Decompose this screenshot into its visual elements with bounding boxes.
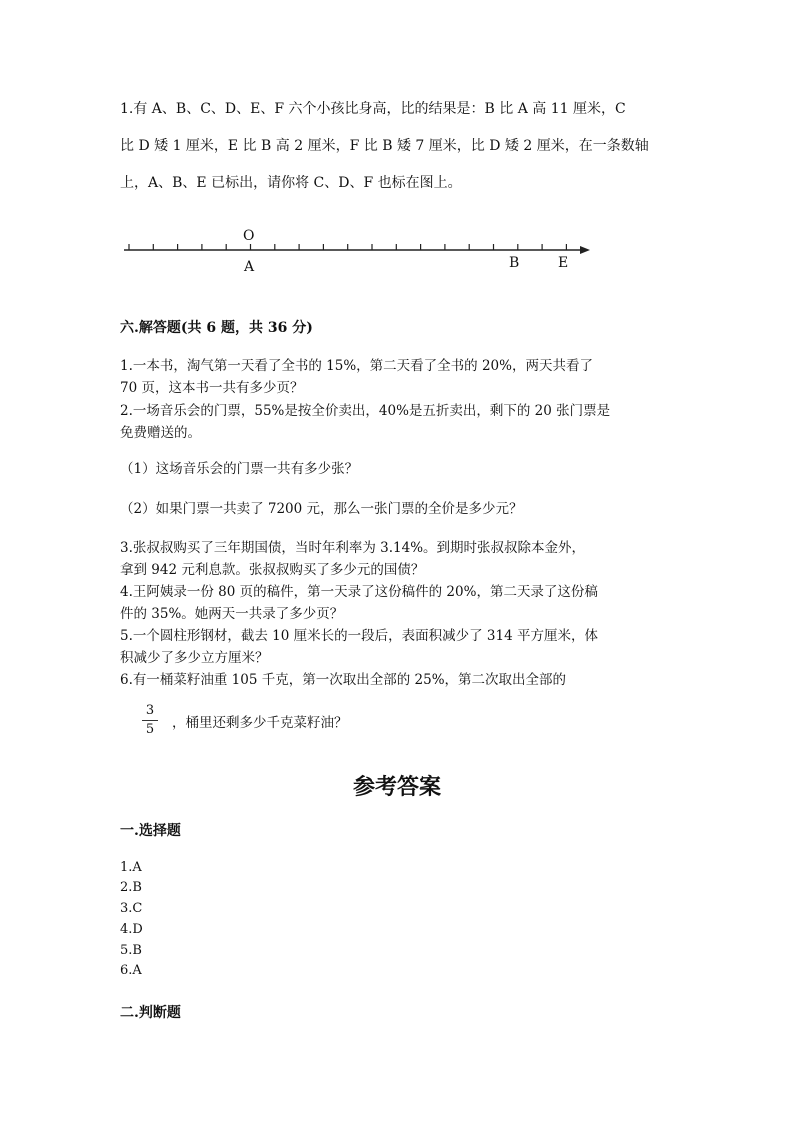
q5-line-1: 5.一个圆柱形钢材，截去 10 厘米长的一段后，表面积减少了 314 平方厘米，体 <box>120 628 598 644</box>
label-b: B <box>509 255 520 271</box>
answer-item: 2.B <box>120 880 142 895</box>
q3-line-2: 拿到 942 元利息款。张叔叔购买了多少元的国债？ <box>120 562 425 578</box>
q2-sub-2: （2）如果门票一共卖了 7200 元，那么一张门票的全价是多少元？ <box>120 501 523 517</box>
answer-item: 5.B <box>120 943 142 958</box>
fraction-denominator: 5 <box>145 722 155 737</box>
arrow-head-icon <box>580 246 590 254</box>
answers-title: 参考答案 <box>352 774 441 800</box>
q4-line-2: 件的 35%。她两天一共录了多少页？ <box>120 606 344 622</box>
fraction-numerator: 3 <box>145 703 155 718</box>
fraction-bar <box>142 720 158 721</box>
problem-line-2: 比 D 矮 1 厘米，E 比 B 高 2 厘米，F 比 B 矮 7 厘米，比 D 矮 2 厘米，在一条数轴 <box>120 138 649 154</box>
answer-item: 3.C <box>120 901 143 916</box>
q2-line-2: 免费赠送的。 <box>120 425 201 441</box>
answer-item: 1.A <box>120 860 142 875</box>
answers-section-2-title: 二.判断题 <box>120 1005 181 1021</box>
q2-line-1: 2.一场音乐会的门票，55%是按全价卖出，40%是五折卖出，剩下的 20 张门票是 <box>120 403 611 419</box>
problem-line-1: 1.有 A、B、C、D、E、F 六个小孩比身高，比的结果是：B 比 A 高 11 厘米，C <box>120 101 626 117</box>
label-e: E <box>558 255 569 271</box>
answers-section-1-title: 一.选择题 <box>120 823 181 839</box>
q6-tail: ，桶里还剩多少千克菜籽油？ <box>172 715 348 731</box>
origin-label: O <box>243 228 255 244</box>
q1-line-1: 1.一本书，淘气第一天看了全书的 15%，第二天看了全书的 20%，两天共看了 <box>120 358 593 374</box>
number-line-ticks <box>129 244 566 250</box>
problem-line-3: 上，A、B、E 已标出，请你将 C、D、F 也标在图上。 <box>120 175 462 191</box>
answer-item: 6.A <box>120 963 142 978</box>
answer-item: 4.D <box>120 922 143 937</box>
q1-line-2: 70 页，这本书一共有多少页？ <box>120 380 304 396</box>
fraction <box>140 703 160 738</box>
q5-line-2: 积减少了多少立方厘米？ <box>120 650 269 666</box>
label-a: A <box>244 259 255 275</box>
q4-line-1: 4.王阿姨录一份 80 页的稿件，第一天录了这份稿件的 20%，第二天录了这份稿 <box>120 584 598 600</box>
q3-line-1: 3.张叔叔购买了三年期国债，当时年利率为 3.14%。到期时张叔叔除本金外， <box>120 540 586 556</box>
q2-sub-1: （1）这场音乐会的门票一共有多少张？ <box>120 461 359 477</box>
section-title: 六.解答题(共 6 题，共 36 分) <box>120 320 313 336</box>
number-line <box>0 220 794 280</box>
q6-line-1: 6.有一桶菜籽油重 105 千克，第一次取出全部的 25%，第二次取出全部的 <box>120 672 567 688</box>
